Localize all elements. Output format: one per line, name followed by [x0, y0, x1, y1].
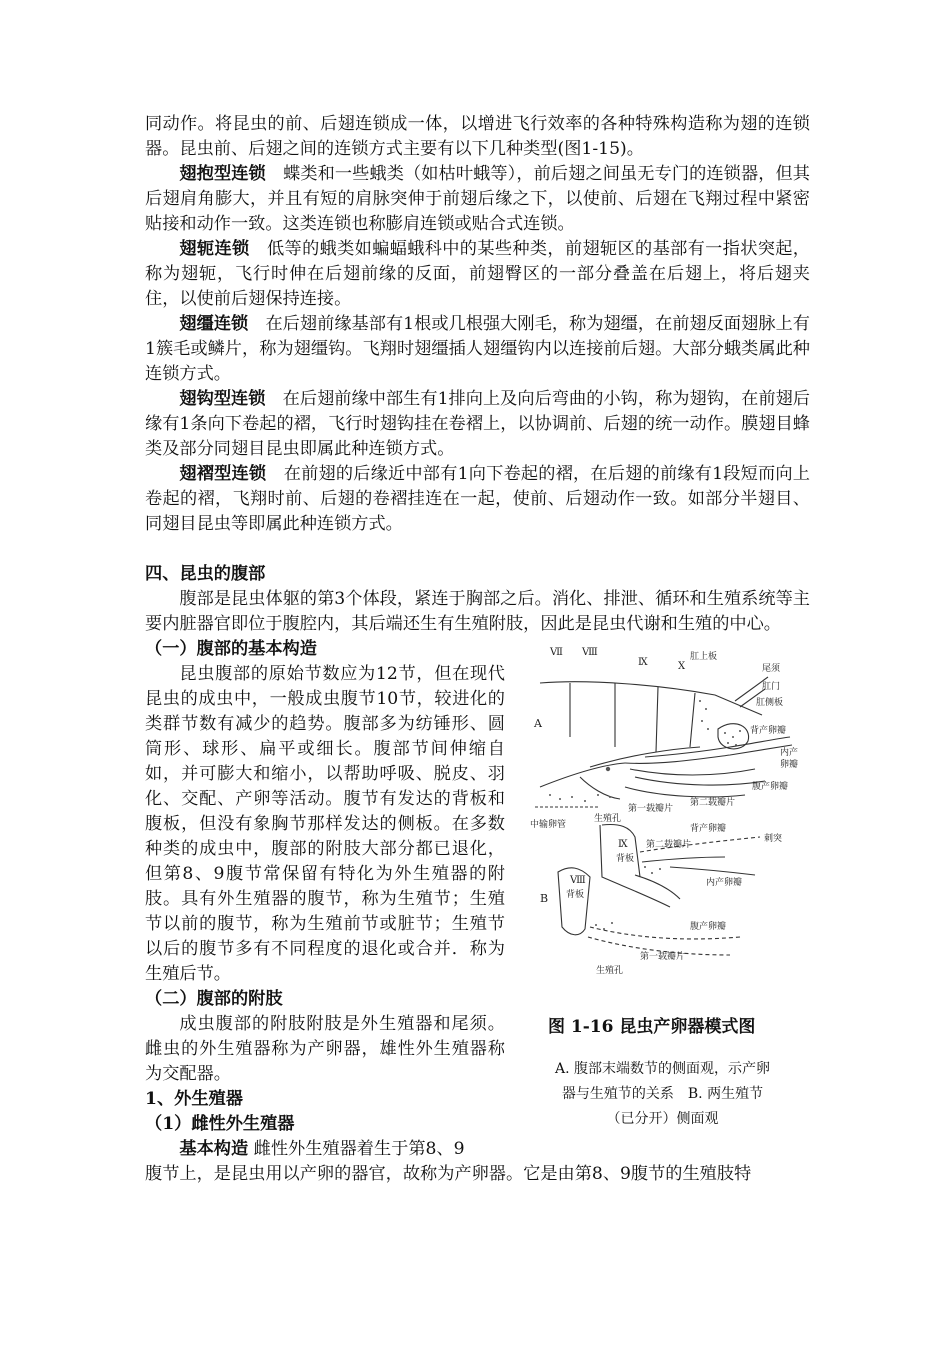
- term-coupling-2: 翅轭连锁: [179, 239, 250, 259]
- panel-a-labels: [530, 647, 798, 830]
- figure-note-line-1: A. 腹部末端数节的侧面观，示产卵: [554, 1061, 770, 1077]
- label-b-seg8: Ⅷ: [570, 875, 586, 886]
- text-coupling-1: 蝶类和一些蛾类（如枯叶蛾等），前后翅之间虽无专门的连锁器，但其后翅肩角膨大，并且有短的肩脉突伸于前翅后缘之下，以使前、后翅在飞翔过程中紧密贴接和动作一致。这类连锁也称膨肩连锁或贴合式连锁。: [145, 164, 810, 234]
- paragraph-basic-structure-female-a: [145, 1137, 505, 1162]
- label-b-valvifer-1: 第一载瓣片: [640, 952, 686, 962]
- figure-note-line-3: （已分开）侧面观: [606, 1111, 719, 1127]
- paragraph-coupling-2: [145, 237, 810, 312]
- paragraph-basic-structure-female-b: 腹节上，是昆虫用以产卵的器官，故称为产卵器。它是由第8、9腹节的生殖肢特: [145, 1164, 752, 1184]
- panel-b-labels: [540, 822, 782, 976]
- label-panel-a: A: [534, 717, 542, 730]
- label-b-tergum8: 背板: [566, 890, 585, 900]
- label-b-ventral-valve: 腹产卵瓣: [690, 922, 727, 932]
- paragraph-basic-structure: 昆虫腹部的原始节数应为12节，但在现代昆虫的成虫中，一般成虫腹节10节，较进化的类群节数有减少的趋势。腹部多为纺锤形、圆筒形、球形、扁平或细长。腹部节间伸缩自如，并可膨大和缩小，以帮助呼吸、脱皮、羽化、交配、产卵等活动。腹节有发达的背板和腹板，但没有象胸节那样发达的侧板。在多数种类的成虫中，腹部的附肢大部分都已退化，但第8、9腹节常保留有特化为外生殖器的附肢。具有外生殖器的腹节，称为生殖节；生殖节以前的腹节，称为生殖前节或脏节；生殖节以后的腹节多有不同程度的退化或合并．称为生殖后节。: [145, 664, 505, 984]
- paragraph-wing-coupling-intro: 同动作。将昆虫的前、后翅连锁成一体，以增进飞行效率的各种特殊构造称为翅的连锁器。昆虫前、后翅之间的连锁方式主要有以下几种类型(图1-15)。: [145, 114, 810, 159]
- label-b-dorsal-valve: 背产卵瓣: [690, 824, 727, 834]
- section-title-abdomen: 四、昆虫的腹部: [145, 564, 266, 584]
- abdomen-structure-block: [145, 637, 810, 1162]
- term-basic-structure: 基本构造: [179, 1139, 249, 1159]
- label-dorsal-valve: 背产卵瓣: [750, 726, 787, 736]
- paragraph-coupling-3: [145, 312, 810, 387]
- label-seg7: Ⅶ: [550, 647, 563, 658]
- label-cercus: 尾须: [762, 664, 781, 674]
- label-anus: 肛门: [762, 682, 781, 692]
- label-seg8: Ⅷ: [582, 647, 598, 658]
- text-coupling-5: 在前翅的后缘近中部有1向下卷起的褶，在后翅的前缘有1段短而向上卷起的褶，飞翔时前、后翅的卷褶挂连在一起，使前、后翅动作一致。如部分半翅目、同翅目昆虫等即属此种连锁方式。: [145, 464, 810, 534]
- label-inner-valve-2: 卵瓣: [780, 760, 799, 770]
- paragraph-coupling-4: [145, 387, 810, 462]
- label-gonopore: 生殖孔: [594, 814, 622, 824]
- subsection-title-appendages: （二）腹部的附肢: [145, 989, 283, 1009]
- label-seg10: Ⅹ: [678, 661, 686, 672]
- paragraph-abdomen-intro: 腹部是昆虫体躯的第3个体段，紧连于胸部之后。消化、排泄、循环和生殖系统等主要内脏器官即位于腹腔内，其后端还生有生殖附肢，因此是昆虫代谢和生殖的中心。: [145, 589, 810, 634]
- label-b-valvifer-2: 第二载瓣片: [646, 840, 692, 850]
- text-coupling-3: 在后翅前缘基部有1根或几根强大刚毛，称为翅缰，在前翅反面翅脉上有1簇毛或鳞片，称为翅缰钩。飞翔时翅缰插人翅缰钩内以连接前后翅。大部分蛾类属此种连锁方式。: [145, 314, 810, 384]
- left-text-column: [145, 637, 505, 1162]
- text-basic-structure-a: 雌性外生殖器着生于第8、9: [253, 1139, 465, 1159]
- label-inner-valve-1: 内产: [780, 748, 799, 758]
- paragraph-appendages: 成虫腹部的附肢附肢是外生殖器和尾须。雌虫的外生殖器称为产卵器，雄性外生殖器称为交配器。: [145, 1014, 505, 1084]
- label-b-spine: 刺突: [764, 834, 783, 844]
- term-coupling-5: 翅褶型连锁: [179, 464, 267, 484]
- text-coupling-2: 低等的蛾类如蝙蝠蛾科中的某些种类，前翅轭区的基部有一指状突起，称为翅轭，飞行时伸在后翅前缘的反面，前翅臀区的一部分叠盖在后翅上，将后翅夹住，以使前后翅保持连接。: [145, 239, 810, 309]
- label-b-inner-valve: 内产卵瓣: [706, 878, 743, 888]
- ovipositor-diagram: [530, 637, 810, 982]
- heading-external-genitalia: 1、外生殖器: [145, 1089, 243, 1109]
- figure-note: [530, 1057, 795, 1132]
- term-coupling-4: 翅钩型连锁: [179, 389, 266, 409]
- label-paraproct: 肛侧板: [756, 698, 784, 708]
- subsection-title-basic-structure: （一）腹部的基本构造: [145, 639, 317, 659]
- label-ventral-valve: 腹产卵瓣: [752, 782, 789, 792]
- figure-note-line-2: 器与生殖节的关系 B. 两生殖节: [561, 1086, 764, 1102]
- label-valvifer-1: 第一载瓣片: [628, 804, 674, 814]
- label-b-seg9: Ⅸ: [618, 839, 628, 850]
- paragraph-coupling-5: [145, 462, 810, 537]
- label-seg9: Ⅸ: [638, 657, 648, 668]
- page-content: [145, 112, 810, 1187]
- paragraph-coupling-1: [145, 162, 810, 237]
- panel-a-stipple: [549, 700, 741, 802]
- term-coupling-1: 翅抱型连锁: [179, 164, 266, 184]
- label-valvifer-2: 第二载瓣片: [690, 798, 736, 808]
- figure-caption: 图 1-16 昆虫产卵器模式图: [548, 1017, 756, 1037]
- label-b-tergum9: 背板: [616, 854, 635, 864]
- label-panel-b: B: [540, 892, 549, 905]
- label-b-gonopore: 生殖孔: [596, 966, 624, 976]
- label-epiproct: 肛上板: [690, 652, 718, 662]
- text-coupling-4: 在后翅前缘中部生有1排向上及向后弯曲的小钩，称为翅钩，在前翅后缘有1条向下卷起的褶，飞行时翅钩挂在卷褶上，以协调前、后翅的统一动作。膜翅目蜂类及部分同翅目昆虫即属此种连锁方式。: [145, 389, 810, 459]
- label-oviduct: 中输卵管: [530, 820, 567, 830]
- heading-female-genitalia: （1）雌性外生殖器: [145, 1114, 295, 1134]
- term-coupling-3: 翅缰连锁: [179, 314, 249, 334]
